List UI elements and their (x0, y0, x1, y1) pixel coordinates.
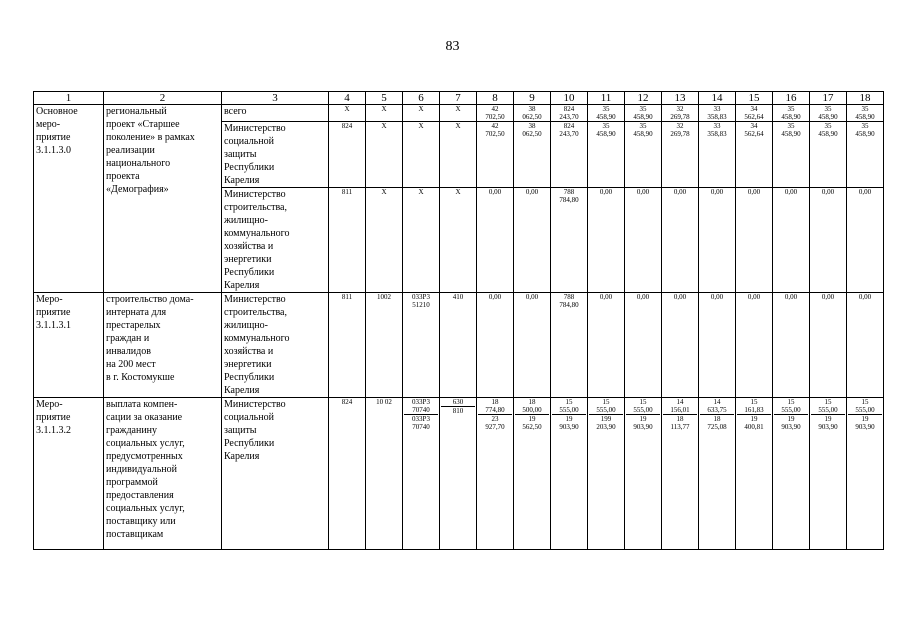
column-header: 3 (222, 92, 329, 105)
code-cell-text: X (418, 188, 424, 196)
amount-cell (699, 293, 736, 398)
amount-cell-text: 35 458,90 (633, 105, 653, 121)
executor (222, 122, 329, 188)
amount-cell-text: 0,00 (636, 188, 650, 196)
amount-cell (773, 122, 810, 188)
column-header: 7 (440, 92, 477, 105)
code-cell (403, 105, 440, 122)
amount-value: 19 903,90 (811, 414, 845, 431)
amount-cell (477, 293, 514, 398)
amount-cell (699, 188, 736, 293)
column-header: 8 (477, 92, 514, 105)
amount-cell (662, 398, 699, 550)
column-header: 18 (847, 92, 884, 105)
amount-cell (847, 398, 884, 550)
amount-cell-text: 35 458,90 (855, 122, 875, 138)
amount-cell (588, 188, 625, 293)
code-cell-text: X (455, 105, 461, 113)
amount-cell (625, 398, 662, 550)
amount-value: 18 500,00 (522, 398, 542, 414)
amount-cell (810, 188, 847, 293)
amount-cell (773, 105, 810, 122)
amount-cell-text: 0,00 (858, 188, 872, 196)
amount-value: 14 156,01 (670, 398, 690, 414)
code-cell (329, 122, 366, 188)
amount-cell-text: 0,00 (858, 293, 872, 301)
measure-code (34, 105, 104, 293)
column-header: 11 (588, 92, 625, 105)
amount-cell-text: 35 458,90 (781, 105, 801, 121)
amount-cell (810, 293, 847, 398)
executor (222, 293, 329, 398)
code-cell-text: 1002 (377, 293, 391, 301)
measure-code-text: Меро- приятие 3.1.1.3.1 (36, 294, 71, 331)
amount-cell (662, 105, 699, 122)
amount-value: 14 633,75 (707, 398, 727, 414)
amount-value: 15 555,00 (559, 398, 579, 414)
code-cell-text: 824 (341, 122, 353, 130)
code-cell (366, 188, 403, 293)
column-header: 5 (366, 92, 403, 105)
measure-code (34, 293, 104, 398)
amount-value: 15 555,00 (781, 398, 801, 414)
measure-name (104, 398, 222, 550)
amount-cell-text: 38 062,50 (522, 105, 542, 121)
column-header: 9 (514, 92, 551, 105)
amount-cell (625, 105, 662, 122)
column-header: 13 (662, 92, 699, 105)
code-cell (403, 398, 440, 550)
amount-value: 19 903,90 (552, 414, 586, 431)
column-header: 12 (625, 92, 662, 105)
amount-cell (625, 188, 662, 293)
measure-name (104, 293, 222, 398)
amount-cell (662, 293, 699, 398)
amount-cell-text: 35 458,90 (781, 122, 801, 138)
code-cell-text: X (344, 105, 350, 113)
code-cell (366, 398, 403, 550)
amount-value: 15 555,00 (596, 398, 616, 414)
amount-value: 18 113,77 (663, 414, 697, 431)
amount-cell-text: 38 062,50 (522, 122, 542, 138)
code-cell (440, 293, 477, 398)
code-cell (440, 105, 477, 122)
amount-cell (699, 398, 736, 550)
amount-cell-text: 0,00 (784, 293, 798, 301)
amount-cell-text: 35 458,90 (855, 105, 875, 121)
measure-code-text: Меро- приятие 3.1.1.3.2 (36, 399, 71, 436)
amount-cell (477, 398, 514, 550)
amount-cell (773, 293, 810, 398)
code-cell-text: X (418, 122, 424, 130)
column-header: 17 (810, 92, 847, 105)
code-cell (329, 105, 366, 122)
budget-table (33, 91, 884, 550)
amount-cell (662, 122, 699, 188)
amount-cell (773, 188, 810, 293)
amount-cell (588, 105, 625, 122)
amount-cell-text: 33 358,83 (707, 122, 727, 138)
amount-cell (551, 122, 588, 188)
amount-cell (662, 188, 699, 293)
column-header: 4 (329, 92, 366, 105)
measure-name-text: выплата компен- сации за оказание гражданину социальных услуг, предусмотренных индивидуальной программой предоставления социальных услуг, поставщику или поставщикам (106, 399, 185, 540)
amount-cell (514, 188, 551, 293)
table-row (34, 293, 884, 398)
code-cell-text: X (418, 105, 424, 113)
amount-cell-text: 0,00 (784, 188, 798, 196)
code-cell (440, 398, 477, 550)
amount-cell-text: 0,00 (488, 188, 502, 196)
amount-cell-text: 0,00 (636, 293, 650, 301)
amount-value: 199 203,90 (589, 414, 623, 431)
amount-cell (477, 105, 514, 122)
code-value: 033P3 70740 (404, 414, 438, 431)
amount-cell-text: 33 358,83 (707, 105, 727, 121)
amount-cell-text: 35 458,90 (633, 122, 653, 138)
code-cell-text: X (381, 188, 387, 196)
code-cell (366, 105, 403, 122)
executor (222, 188, 329, 293)
amount-cell (736, 188, 773, 293)
amount-cell-text: 35 458,90 (596, 105, 616, 121)
amount-cell-text: 0,00 (673, 188, 687, 196)
amount-cell-text: 0,00 (710, 293, 724, 301)
amount-cell-text: 0,00 (821, 188, 835, 196)
amount-cell (847, 105, 884, 122)
amount-cell (847, 293, 884, 398)
code-cell (366, 293, 403, 398)
amount-value: 19 562,50 (515, 414, 549, 431)
amount-cell-text: 35 458,90 (596, 122, 616, 138)
code-value: 630 (452, 398, 464, 406)
column-header: 10 (551, 92, 588, 105)
amount-cell (588, 398, 625, 550)
amount-cell-text: 42 702,50 (485, 122, 505, 138)
page-number: 83 (445, 39, 460, 54)
amount-cell-text: 824 243,70 (559, 122, 579, 138)
amount-cell-text: 0,00 (525, 188, 539, 196)
column-header: 1 (34, 92, 104, 105)
code-cell-text: 824 (341, 398, 353, 406)
amount-value: 23 927,70 (478, 414, 512, 431)
code-cell-text: X (381, 105, 387, 113)
amount-value: 19 903,90 (848, 414, 882, 431)
table-row (34, 105, 884, 122)
amount-cell (736, 122, 773, 188)
amount-cell-text: 0,00 (599, 188, 613, 196)
amount-cell (625, 122, 662, 188)
code-cell (403, 122, 440, 188)
amount-cell-text: 824 243,70 (559, 105, 579, 121)
code-cell (366, 122, 403, 188)
amount-cell-text: 0,00 (525, 293, 539, 301)
code-cell (329, 398, 366, 550)
amount-cell (551, 398, 588, 550)
code-cell-text: X (381, 122, 387, 130)
amount-value: 19 903,90 (774, 414, 808, 431)
amount-cell (551, 188, 588, 293)
amount-value: 19 400,81 (737, 414, 771, 431)
amount-cell-text: 34 562,64 (744, 122, 764, 138)
amount-value: 18 774,80 (485, 398, 505, 414)
amount-cell (847, 188, 884, 293)
amount-cell-text: 42 702,50 (485, 105, 505, 121)
column-header: 14 (699, 92, 736, 105)
amount-cell-text: 788 784,80 (559, 188, 579, 204)
measure-code-text: Основное меро- приятие 3.1.1.3.0 (36, 106, 78, 156)
amount-cell (699, 122, 736, 188)
executor-text: всего (224, 106, 247, 117)
table-row (34, 398, 884, 550)
code-cell (403, 293, 440, 398)
code-cell (440, 122, 477, 188)
amount-cell (847, 122, 884, 188)
executor-text: Министерство социальной защиты Республики Карелия (224, 123, 286, 186)
amount-cell (551, 293, 588, 398)
measure-name (104, 105, 222, 293)
measure-name-text: региональный проект «Старшее поколение» в рамках реализации национального проекта «Демография» (106, 106, 195, 195)
column-header: 15 (736, 92, 773, 105)
amount-cell-text: 32 269,78 (670, 105, 690, 121)
amount-cell (514, 398, 551, 550)
amount-cell (699, 105, 736, 122)
amount-cell-text: 0,00 (710, 188, 724, 196)
amount-cell-text: 34 562,64 (744, 105, 764, 121)
amount-cell (736, 293, 773, 398)
code-cell-text: X (455, 188, 461, 196)
amount-value: 15 555,00 (818, 398, 838, 414)
code-cell (329, 293, 366, 398)
amount-value: 19 903,90 (626, 414, 660, 431)
amount-cell (551, 105, 588, 122)
code-cell (329, 188, 366, 293)
executor (222, 398, 329, 550)
amount-cell (514, 293, 551, 398)
amount-cell (773, 398, 810, 550)
code-cell (440, 188, 477, 293)
column-header: 6 (403, 92, 440, 105)
code-cell-text: 10 02 (376, 398, 392, 406)
amount-cell-text: 35 458,90 (818, 105, 838, 121)
executor-text: Министерство социальной защиты Республики Карелия (224, 399, 286, 462)
amount-cell (625, 293, 662, 398)
executor (222, 105, 329, 122)
amount-cell-text: 32 269,78 (670, 122, 690, 138)
code-value: 810 (441, 406, 475, 415)
amount-cell (736, 105, 773, 122)
amount-cell (810, 105, 847, 122)
amount-cell (477, 122, 514, 188)
amount-cell-text: 0,00 (821, 293, 835, 301)
amount-cell (588, 122, 625, 188)
amount-cell (810, 398, 847, 550)
amount-value: 15 555,00 (633, 398, 653, 414)
amount-cell (588, 293, 625, 398)
code-cell-text: 811 (341, 188, 353, 196)
code-cell-text: 033P3 51210 (412, 293, 430, 309)
code-cell-text: 410 (452, 293, 464, 301)
amount-cell-text: 788 784,80 (559, 293, 579, 309)
amount-cell (514, 122, 551, 188)
amount-value: 15 555,00 (855, 398, 875, 414)
amount-cell-text: 35 458,90 (818, 122, 838, 138)
amount-cell (736, 398, 773, 550)
code-value: 033P3 70740 (412, 398, 430, 414)
executor-text: Министерство строительства, жилищно- коммунального хозяйства и энергетики Республики Карелия (224, 189, 290, 291)
amount-cell (477, 188, 514, 293)
column-header: 16 (773, 92, 810, 105)
code-cell-text: X (455, 122, 461, 130)
amount-cell-text: 0,00 (599, 293, 613, 301)
amount-cell (514, 105, 551, 122)
amount-cell-text: 0,00 (488, 293, 502, 301)
executor-text: Министерство строительства, жилищно- коммунального хозяйства и энергетики Республики Карелия (224, 294, 290, 396)
measure-name-text: строительство дома- интерната для престарелых граждан и инвалидов на 200 мест в г. Костомукше (106, 294, 194, 383)
amount-cell-text: 0,00 (747, 188, 761, 196)
amount-cell (810, 122, 847, 188)
header-row (34, 92, 884, 105)
code-cell (403, 188, 440, 293)
amount-value: 18 725,08 (700, 414, 734, 431)
measure-code (34, 398, 104, 550)
amount-cell-text: 0,00 (673, 293, 687, 301)
amount-cell-text: 0,00 (747, 293, 761, 301)
amount-value: 15 161,83 (744, 398, 764, 414)
column-header: 2 (104, 92, 222, 105)
code-cell-text: 811 (341, 293, 353, 301)
